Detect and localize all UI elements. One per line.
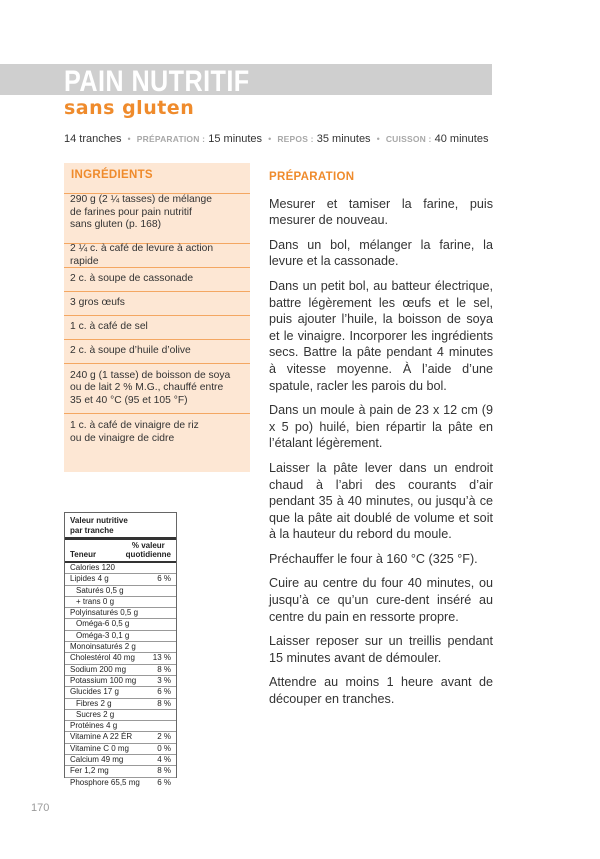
nutrient-label: Vitamine C 0 mg [70,743,129,753]
meta-separator: • [127,134,131,144]
nutrient-label: Calcium 49 mg [70,755,124,765]
nutrient-label: Sucres 2 g [76,709,115,719]
nutrient-label: + trans 0 g [76,596,115,606]
nutrient-label: Oméga-3 0,1 g [76,630,130,640]
nutrition-row [65,631,176,642]
nutrition-row [65,563,176,574]
nutrient-dv: 6 % [157,777,171,787]
nutrient-dv: 8 % [157,766,171,776]
nutrition-row [65,608,176,619]
ingredient-line: de farines pour pain nutritif [70,206,192,218]
rest-time-label: REPOS : [277,134,314,144]
preparation-section [269,163,493,716]
nutrient-dv: 8 % [157,698,171,708]
nutrition-row [65,574,176,585]
nutrition-row [65,665,176,676]
ingredient-line: ou de vinaigre de cidre [70,432,175,444]
nutrient-dv: 2 % [157,732,171,742]
nutrient-label: Monoinsaturés 2 g [70,642,136,652]
nutrient-dv: 0 % [157,743,171,753]
cook-time-value: 40 minutes [434,133,489,145]
ingredient-item [64,363,250,413]
nutrient-dv: 6 % [157,574,171,584]
preparation-step: Préchauffer le four à 160 °C (325 °F). [269,551,478,566]
ingredients-box [64,163,250,472]
nutrition-row [65,586,176,597]
nutrition-row [65,721,176,732]
daily-value-column-label [126,542,171,559]
ingredients-list [64,193,250,451]
nutrient-label: Fibres 2 g [76,698,112,708]
preparation-step: Mesurer et tamiser la farine, puis mesurer de nouveau. [269,196,493,228]
nutrition-row [65,597,176,608]
preparation-step: Dans un petit bol, au batteur électrique, battre légèrement les œufs et le sel, puis ajouter l’huile, la boisson de soya et le vinaigre. Incorporer les ingrédients secs. Battre la pâte pendant 4 minutes à vitesse moyenne. À l’aide d’une spatule, racler les parois du bol. [269,278,493,393]
nutrition-row [65,619,176,630]
recipe-title: PAIN NUTRITIF [64,65,250,98]
nutrient-label: Polyinsaturés 0,5 g [70,608,139,618]
ingredient-line: ou de lait 2 % M.G., chauffé entre [70,382,224,394]
preparation-step: Laisser reposer sur un treillis pendant 15 minutes avant de démouler. [269,634,493,665]
nutrition-row [65,732,176,743]
yield: 14 tranches [64,133,122,145]
ingredient-line: 35 et 40 °C (95 et 105 °F) [70,394,188,406]
ingredient-item [64,291,250,315]
prep-time-value: 15 minutes [208,133,263,145]
rest-time-value: 35 minutes [316,133,371,145]
nutrient-label: Protéines 4 g [70,721,118,731]
ingredient-line: sans gluten (p. 168) [70,219,162,230]
ingredient-line: 2 c. à soupe d’huile d’olive [70,345,191,357]
meta-separator: • [268,134,272,144]
ingredient-item [64,413,250,451]
nutrition-row [65,755,176,766]
nutrition-row [65,744,176,755]
nutrient-dv: 3 % [157,675,171,685]
nutrition-title [65,513,176,540]
nutrient-label: Phosphore 65,5 mg [70,777,140,787]
ingredient-item [64,339,250,363]
nutrient-dv: 8 % [157,664,171,674]
nutrition-row [65,687,176,698]
ingredient-item [64,193,250,243]
ingredient-item [64,315,250,339]
nutrient-dv: 6 % [157,687,171,697]
nutrient-label: Oméga-6 0,5 g [76,619,130,629]
nutrition-row [65,676,176,687]
ingredient-line: 3 gros œufs [70,297,125,309]
ingredient-line: 290 g (2 ¼ tasses) de mélange [70,194,212,205]
nutrition-row [65,699,176,710]
recipe-subtitle: sans gluten [64,97,195,119]
nutrition-row [65,642,176,653]
recipe-meta [64,133,488,145]
cook-time-label: CUISSON : [385,134,432,144]
ingredient-line: 1 c. à café de sel [70,321,148,333]
nutrition-row [65,710,176,721]
preparation-title: PRÉPARATION [269,171,355,183]
nutrient-label: Potassium 100 mg [70,675,137,685]
nutrient-dv: 13 % [152,653,171,663]
nutrition-row [65,778,176,788]
nutrient-label: Fer 1,2 mg [70,766,109,776]
nutrient-label: Vitamine A 22 ÉR [70,732,133,742]
ingredients-title: INGRÉDIENTS [71,169,153,181]
nutrient-label: Saturés 0,5 g [76,585,124,595]
ingredient-item [64,267,250,291]
preparation-step: Dans un moule à pain de 23 x 12 cm (9 x 5 po) huilé, bien répartir la pâte en l’étalant légèrement. [269,403,493,451]
daily-value-label-line: % valeur [131,541,165,550]
ingredient-line: 1 c. à café de vinaigre de riz [70,420,199,431]
nutrition-column-header [65,540,176,563]
ingredient-line: 2 ¼ c. à café de levure à action rapide [70,243,214,267]
nutrient-dv: 4 % [157,755,171,765]
ingredient-line: 2 c. à soupe de cassonade [70,273,194,285]
nutrient-label: Cholestérol 40 mg [70,653,135,663]
nutrient-label: Glucides 17 g [70,687,119,697]
ingredient-line: 240 g (1 tasse) de boisson de soya [70,369,231,381]
nutrition-title-line: Valeur nutritive [70,516,128,525]
page-number: 170 [31,802,50,814]
preparation-step: Attendre au moins 1 heure avant de découper en tranches. [269,675,493,707]
ingredient-item [64,243,250,267]
nutrition-title-line: par tranche [70,525,114,535]
daily-value-label-line: quotidienne [125,549,171,559]
meta-separator: • [376,134,380,144]
nutrition-row [65,766,176,777]
prep-time-label: PRÉPARATION : [136,134,206,144]
preparation-step: Laisser la pâte lever dans un endroit chaud à l’abri des courants d’air pendant 35 à 40 minutes, ou jusqu’à ce que la pâte ait doublé de volume et soit à la hauteur du rebord du moule. [269,460,493,542]
nutrient-label: Calories 120 [70,563,115,572]
preparation-step: Cuire au centre du four 40 minutes, ou jusqu’à ce qu’un cure-dent inséré au centre du pain en ressorte propre. [269,576,493,624]
nutrient-label: Sodium 200 mg [70,664,127,674]
nutrition-facts-table [64,512,177,787]
nutrient-label: Lipides 4 g [70,574,109,584]
preparation-step: Dans un bol, mélanger la farine, la levure et la cassonade. [269,237,493,269]
amount-column-label: Teneur [70,549,97,559]
nutrition-row [65,653,176,664]
